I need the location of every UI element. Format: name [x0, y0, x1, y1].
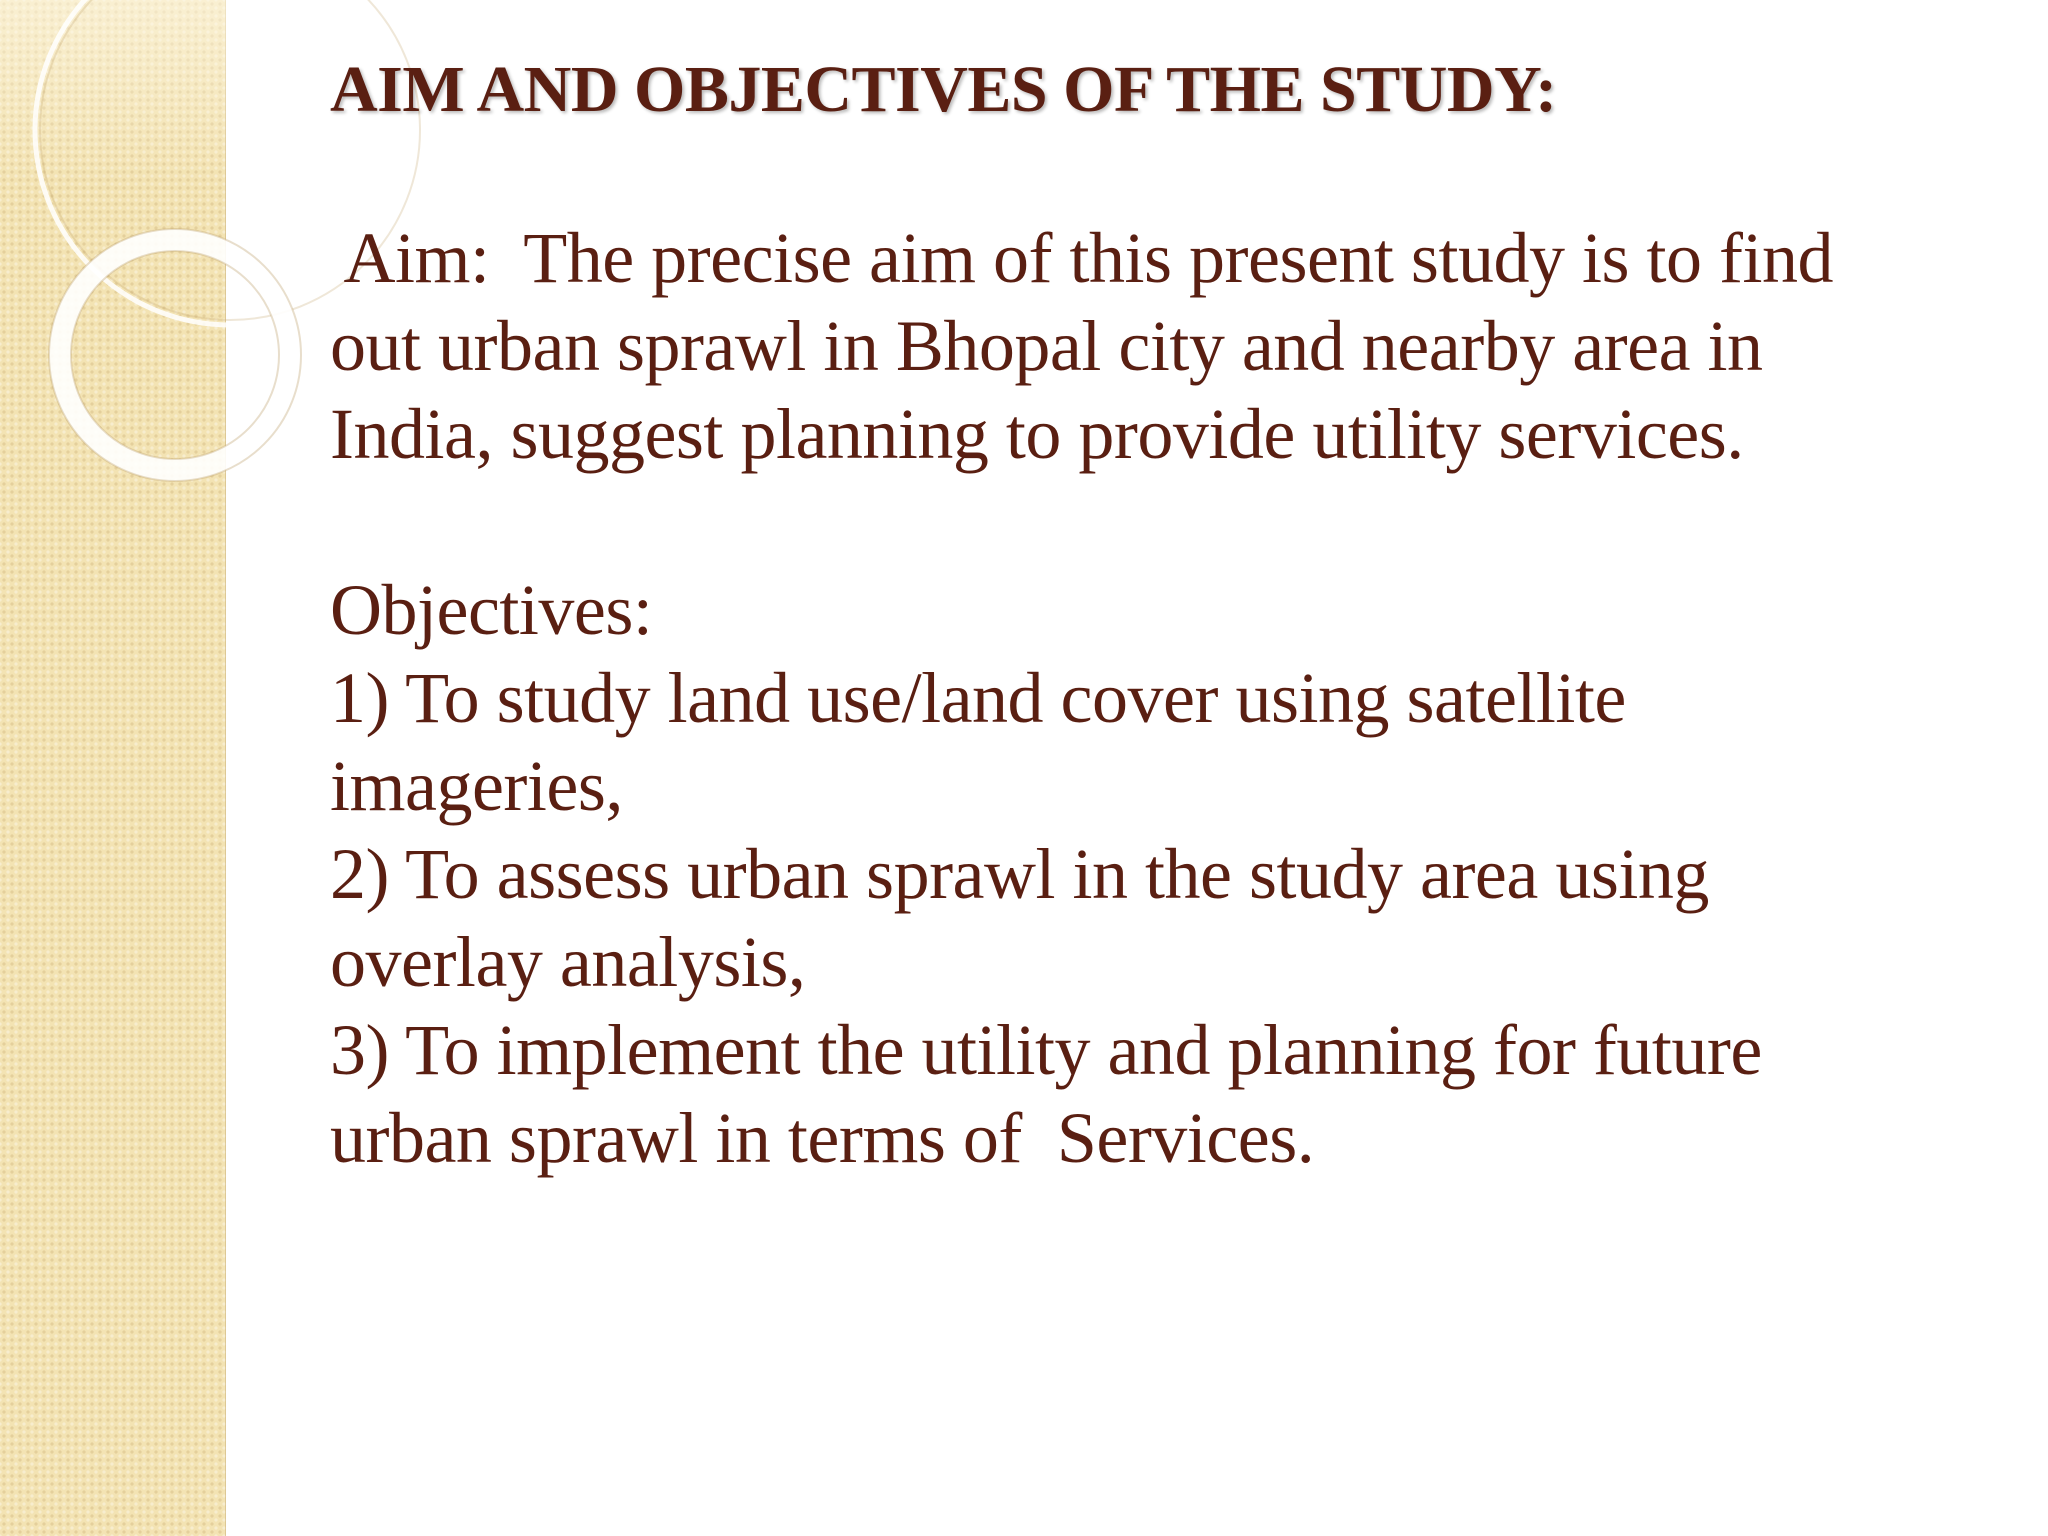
objective-line: 1) To study land use/land cover using satellite — [330, 658, 1626, 738]
objective-line: imageries, — [330, 746, 623, 826]
aim-line: out urban sprawl in Bhopal city and nearby area in — [330, 306, 1763, 386]
small-ring — [60, 240, 290, 470]
aim-line: India, suggest planning to provide utility services. — [330, 394, 1744, 474]
objective-line: 3) To implement the utility and planning for future — [330, 1010, 1762, 1090]
slide-content — [330, 48, 1990, 1182]
aim-line: Aim: The precise aim of this present study is to find — [330, 218, 1833, 298]
objectives-list — [330, 654, 1990, 1182]
decorative-rings — [0, 0, 260, 520]
slide-title: AIM AND OBJECTIVES OF THE STUDY: — [330, 53, 1557, 126]
objectives-heading: Objectives: — [330, 570, 653, 650]
objective-line: overlay analysis, — [330, 922, 806, 1002]
small-ring-inner-shade — [71, 251, 279, 459]
objective-line: 2) To assess urban sprawl in the study area using — [330, 834, 1709, 914]
objective-line: urban sprawl in terms of Services. — [330, 1098, 1315, 1178]
aim-paragraph — [330, 214, 1990, 478]
